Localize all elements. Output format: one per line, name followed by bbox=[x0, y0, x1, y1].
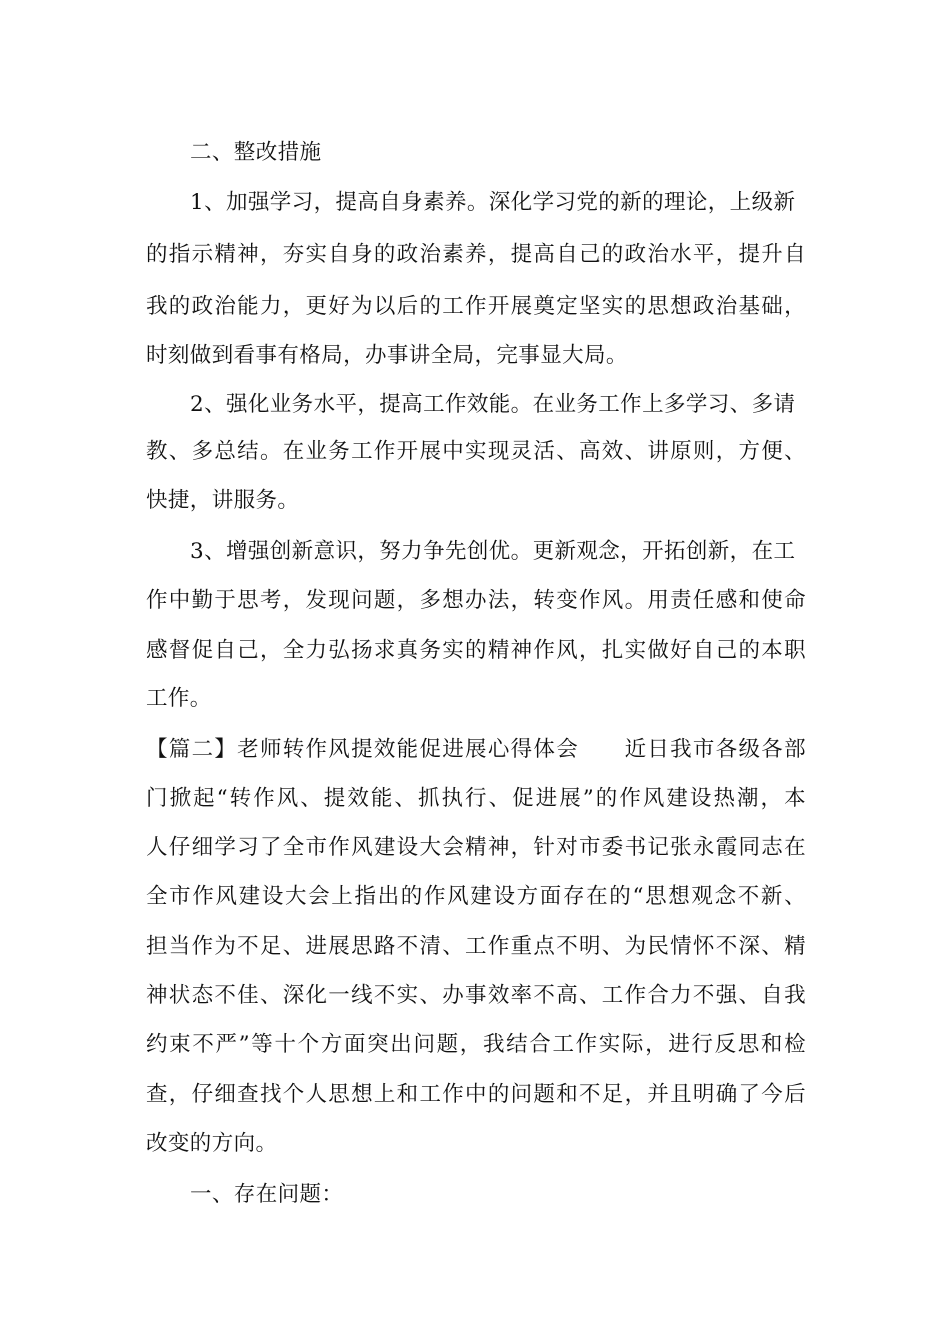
paragraph-line: 作中勤于思考，发现问题，多想办法，转变作风。用责任感和使命 bbox=[146, 588, 806, 613]
paragraph-line: 人仔细学习了全市作风建设大会精神，针对市委书记张永霞同志在 bbox=[146, 835, 806, 860]
paragraph-line: 担当作为不足、进展思路不清、工作重点不明、为民情怀不深、精 bbox=[146, 934, 806, 959]
paragraph-line: 的指示精神，夯实自身的政治素养，提高自己的政治水平，提升自 bbox=[146, 242, 806, 267]
paragraph-line: 教、多总结。在业务工作开展中实现灵活、高效、讲原则，方便、 bbox=[146, 439, 806, 464]
paragraph-line: 2、强化业务水平，提高工作效能。在业务工作上多学习、多请 bbox=[190, 392, 796, 417]
paragraph-line: 查，仔细查找个人思想上和工作中的问题和不足，并且明确了今后 bbox=[146, 1082, 806, 1107]
paragraph-line: 1、加强学习，提高自身素养。深化学习党的新的理论，上级新 bbox=[190, 190, 796, 215]
paragraph-line: 改变的方向。 bbox=[146, 1131, 278, 1156]
paragraph-line: 工作。 bbox=[146, 686, 212, 711]
paragraph-line: 约束不严”等十个方面突出问题，我结合工作实际，进行反思和检 bbox=[146, 1032, 806, 1057]
paragraph-line: 快捷，讲服务。 bbox=[146, 488, 300, 513]
paragraph-line: 门掀起“转作风、提效能、抓执行、促进展”的作风建设热潮，本 bbox=[146, 786, 806, 811]
paragraph-line: 我的政治能力，更好为以后的工作开展奠定坚实的思想政治基础， bbox=[146, 294, 806, 319]
section-heading-measures: 二、整改措施 bbox=[190, 140, 322, 165]
paragraph-line: 神状态不佳、深化一线不实、办事效率不高、工作合力不强、自我 bbox=[146, 983, 806, 1008]
paragraph-line: 时刻做到看事有格局，办事讲全局，完事显大局。 bbox=[146, 343, 628, 368]
section-heading-problems: 一、存在问题： bbox=[190, 1182, 344, 1207]
paragraph-line: 3、增强创新意识，努力争先创优。更新观念，开拓创新，在工 bbox=[190, 539, 796, 564]
paragraph-line: 全市作风建设大会上指出的作风建设方面存在的“思想观念不新、 bbox=[146, 884, 806, 909]
paragraph-line: 【篇二】老师转作风提效能促进展心得体会 近日我市各级各部 bbox=[146, 737, 806, 762]
paragraph-line: 感督促自己，全力弘扬求真务实的精神作风，扎实做好自己的本职 bbox=[146, 638, 806, 663]
